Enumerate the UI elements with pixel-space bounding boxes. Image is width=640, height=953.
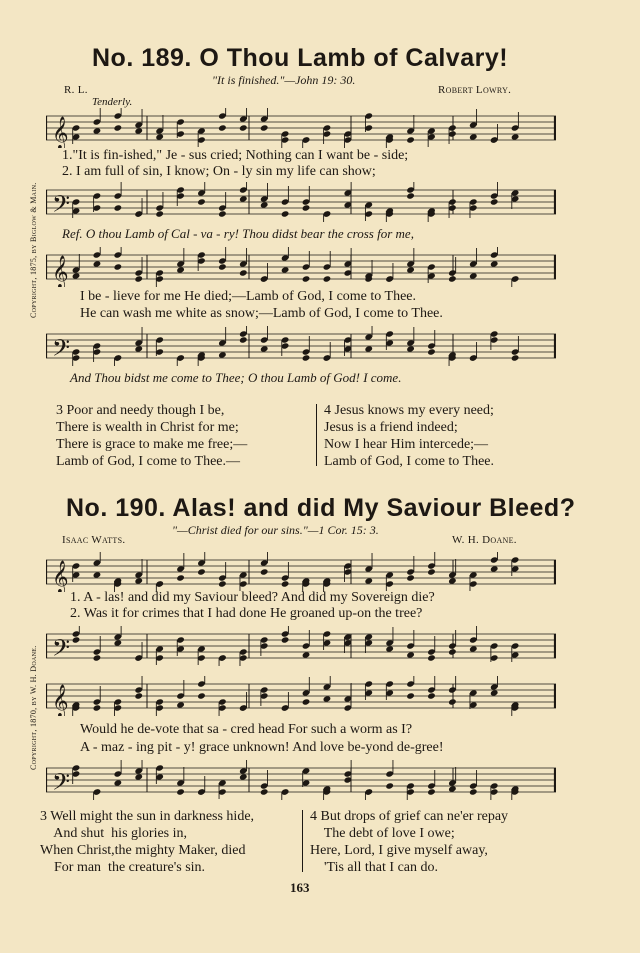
hymn-189-verse-2-lyrics: 2. I am full of sin, I know; On - ly sin my life can show; <box>62 164 376 179</box>
hymn-190-subtitle: "—Christ died for our sins."—1 Cor. 15: 3. <box>172 523 379 537</box>
svg-text:𝄞: 𝄞 <box>52 684 69 716</box>
hymn-190-staff-bass-1 <box>46 626 556 666</box>
hymn-189-line-4-lyrics: He can wash me white as snow;—Lamb of God, I come to Thee. <box>80 306 443 321</box>
hymn-189-staff-bass-2 <box>46 326 556 366</box>
hymn-190-title: No. 190. Alas! and did My Saviour Bleed? <box>66 494 576 522</box>
hymn-190-author: Isaac Watts. <box>62 534 126 546</box>
svg-text:𝄞: 𝄞 <box>52 255 69 287</box>
svg-text:𝄞: 𝄞 <box>52 560 69 592</box>
hymn-189-refrain-end-lyrics: And Thou bidst me come to Thee; O thou Lamb of God! I come. <box>70 370 402 385</box>
hymn-189-title: No. 189. O Thou Lamb of Calvary! <box>92 44 509 72</box>
hymn-189-verse-3: 3 Poor and needy though I be, There is wealth in Christ for me; There is grace to make me free;— Lamb of God, I come to Thee.— <box>56 403 248 469</box>
hymn-190-line-3-lyrics: Would he de-vote that sa - cred head For such a worm as I? <box>80 722 413 737</box>
hymn-189-staff-bass-1 <box>46 182 556 222</box>
hymn-189-copyright: Copyright, 1875, by Biglow & Main. <box>29 182 38 318</box>
hymn-190-composer: W. H. Doane. <box>452 534 517 546</box>
hymn-189-staff-treble-1 <box>46 108 556 148</box>
hymn-190-line-4-lyrics: A - maz - ing pit - y! grace unknown! And love be-yond de-gree! <box>80 740 444 755</box>
hymn-190-verse-3: 3 Well might the sun in darkness hide, And shut his glories in, When Christ,the mighty Maker, died For man the creature's sin. <box>40 809 255 875</box>
hymn-189-verse-4: 4 Jesus knows my every need; Jesus is a friend indeed; Now I hear Him intercede;— Lamb of God, I come to Thee. <box>324 403 495 469</box>
svg-text:𝄢: 𝄢 <box>52 634 71 666</box>
svg-text:𝄢: 𝄢 <box>52 190 71 222</box>
hymn-190-staff-treble-2 <box>46 676 556 716</box>
svg-text:𝄞: 𝄞 <box>52 116 69 148</box>
hymn-189-verse-1-lyrics: 1."It is fin-ished," Je - sus cried; Nothing can I want be - side; <box>62 148 409 163</box>
svg-text:𝄢: 𝄢 <box>52 334 71 366</box>
hymn-189-subtitle: "It is finished."—John 19: 30. <box>212 73 356 87</box>
hymn-190-verse-4: 4 But drops of grief can ne'er repay The debt of love I owe; Here, Lord, I give myself away, 'Tis all that I can do. <box>310 809 509 875</box>
hymn-189-tempo: Tenderly. <box>92 96 133 108</box>
hymn-189-staff-treble-2 <box>46 247 556 287</box>
hymn-190-verse-2-lyrics: 2. Was it for crimes that I had done He groaned up-on the tree? <box>70 606 423 621</box>
hymn-190-copyright: Copyright, 1870, by W. H. Doane. <box>29 645 38 770</box>
page-number: 163 <box>290 880 310 895</box>
hymn-189-composer: Robert Lowry. <box>438 84 512 96</box>
svg-text:𝄢: 𝄢 <box>52 768 71 800</box>
hymn-190-staff-treble-1 <box>46 552 556 592</box>
hymn-190-staff-bass-2 <box>46 760 556 800</box>
hymn-189-refrain-lyrics: Ref. O thou Lamb of Cal - va - ry! Thou didst bear the cross for me, <box>62 226 414 241</box>
hymn-190-verse-1-lyrics: 1. A - las! and did my Saviour bleed? And did my Sovereign die? <box>70 590 435 605</box>
hymn-190-verse-divider <box>302 810 303 872</box>
hymn-189-verse-divider <box>316 404 317 466</box>
hymn-189-line-3-lyrics: I be - lieve for me He died;—Lamb of God, I come to Thee. <box>80 289 417 304</box>
hymn-189-author: R. L. <box>64 84 88 96</box>
